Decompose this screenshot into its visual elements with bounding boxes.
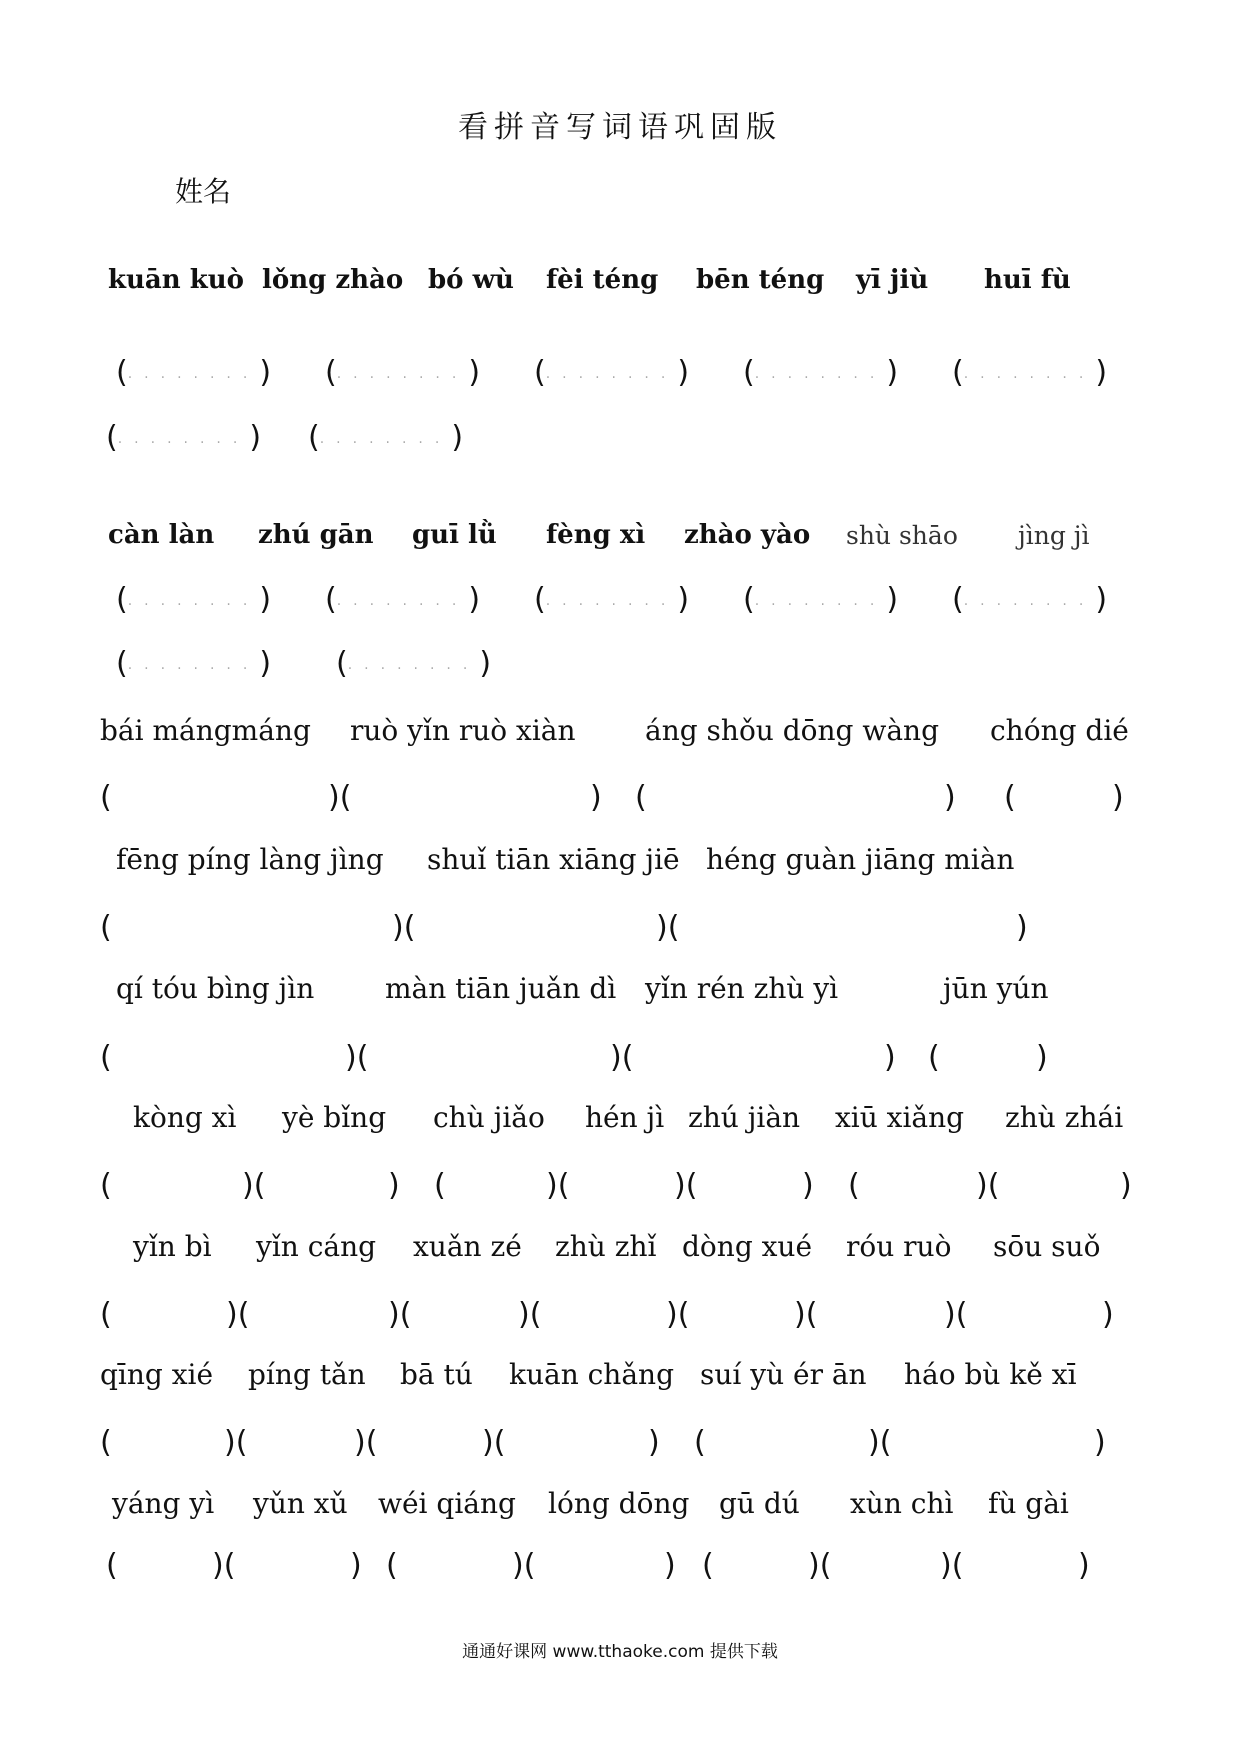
answer-blank: )(	[656, 910, 680, 945]
answer-blank: (........)	[106, 420, 262, 455]
pinyin-word: jūn yún	[943, 972, 1049, 1005]
answer-blank: (........)	[952, 355, 1108, 390]
name-label: 姓名	[175, 175, 232, 208]
answer-blank: (	[694, 1425, 706, 1460]
pinyin-word: shuǐ tiān xiāng jiē	[427, 843, 680, 876]
answer-blank: (	[100, 910, 112, 945]
answer-blank: (	[100, 1297, 112, 1332]
answer-blank: )(	[976, 1168, 1000, 1203]
pinyin-word: fèi téng	[546, 265, 659, 295]
answer-blank: (........)	[534, 355, 690, 390]
pinyin-word: bēn téng	[696, 265, 825, 295]
answer-blank: )	[590, 780, 602, 815]
pinyin-word: sōu suǒ	[993, 1230, 1101, 1263]
answer-blank: (........)	[116, 355, 272, 390]
answer-blank: (	[106, 1548, 118, 1583]
pinyin-word: fēng píng làng jìng	[116, 843, 384, 876]
answer-blank: )(	[328, 780, 352, 815]
answer-blank: )	[648, 1425, 660, 1460]
pinyin-word: xùn chì	[850, 1487, 954, 1520]
answer-blank: )(	[518, 1297, 542, 1332]
answer-blank: (	[434, 1168, 446, 1203]
answer-blank: )(	[674, 1168, 698, 1203]
pinyin-word: chóng dié	[990, 714, 1129, 747]
pinyin-word: jìng jì	[1018, 521, 1090, 550]
pinyin-word: xuǎn zé	[413, 1230, 522, 1263]
pinyin-word: zhào yào	[684, 520, 811, 550]
pinyin-word: lóng dōng	[548, 1487, 690, 1520]
answer-blank: (	[386, 1548, 398, 1583]
pinyin-word: hén jì	[585, 1101, 665, 1134]
answer-blank: )(	[242, 1168, 266, 1203]
answer-blank: (	[1004, 780, 1016, 815]
pinyin-word: yǐn cáng	[256, 1230, 377, 1263]
answer-blank: (	[848, 1168, 860, 1203]
answer-blank: )	[944, 780, 956, 815]
answer-blank: )	[350, 1548, 362, 1583]
answer-blank: (........)	[743, 582, 899, 617]
pinyin-word: yǐn bì	[133, 1230, 212, 1263]
pinyin-word: lǒng zhào	[262, 265, 404, 295]
pinyin-word: qīng xié	[100, 1358, 214, 1391]
answer-blank: )(	[666, 1297, 690, 1332]
pinyin-word: càn làn	[108, 520, 215, 550]
answer-blank: )(	[512, 1548, 536, 1583]
answer-blank: (	[100, 1425, 112, 1460]
answer-blank: )	[884, 1040, 896, 1075]
answer-blank: )	[664, 1548, 676, 1583]
answer-blank: )(	[482, 1425, 506, 1460]
pinyin-word: yè bǐng	[282, 1101, 387, 1134]
pinyin-word: ruò yǐn ruò xiàn	[350, 714, 576, 747]
pinyin-word: guī lǜ	[412, 520, 497, 550]
pinyin-word: háo bù kě xī	[904, 1358, 1077, 1391]
answer-blank: (	[635, 780, 647, 815]
answer-blank: )(	[808, 1548, 832, 1583]
pinyin-word: qí tóu bìng jìn	[116, 972, 315, 1005]
answer-blank: (	[928, 1040, 940, 1075]
pinyin-word: héng guàn jiāng miàn	[706, 843, 1015, 876]
pinyin-word: zhù zhái	[1005, 1101, 1124, 1134]
answer-blank: (........)	[534, 582, 690, 617]
answer-blank: )(	[794, 1297, 818, 1332]
pinyin-word: róu ruò	[846, 1230, 952, 1263]
pinyin-word: kòng xì	[133, 1101, 237, 1134]
pinyin-word: yǔn xǔ	[253, 1487, 348, 1520]
answer-blank: )	[802, 1168, 814, 1203]
answer-blank: )	[1036, 1040, 1048, 1075]
answer-blank: (........)	[116, 646, 272, 681]
answer-blank: (........)	[308, 420, 464, 455]
pinyin-word: píng tǎn	[248, 1358, 366, 1391]
pinyin-word: áng shǒu dōng wàng	[645, 714, 939, 747]
answer-blank: (........)	[952, 582, 1108, 617]
pinyin-word: yáng yì	[112, 1487, 215, 1520]
answer-blank: )(	[224, 1425, 248, 1460]
pinyin-word: yǐn rén zhù yì	[645, 972, 839, 1005]
page-title: 看拼音写词语巩固版	[458, 110, 782, 145]
answer-blank: )(	[944, 1297, 968, 1332]
pinyin-word: zhù zhǐ	[555, 1230, 657, 1263]
answer-blank: )	[1120, 1168, 1132, 1203]
pinyin-word: chù jiǎo	[433, 1101, 545, 1134]
answer-blank: )	[1078, 1548, 1090, 1583]
answer-blank: (	[100, 1168, 112, 1203]
pinyin-word: zhú jiàn	[688, 1101, 801, 1134]
answer-blank: )(	[546, 1168, 570, 1203]
pinyin-word: màn tiān juǎn dì	[385, 972, 617, 1005]
pinyin-word: zhú gān	[258, 520, 374, 550]
pinyin-word: bā tú	[400, 1358, 473, 1391]
answer-blank: (	[702, 1548, 714, 1583]
pinyin-word: dòng xué	[682, 1230, 813, 1263]
pinyin-word: suí yù ér ān	[700, 1358, 867, 1391]
pinyin-word: fù gài	[988, 1487, 1069, 1520]
pinyin-word: wéi qiáng	[378, 1487, 516, 1520]
answer-blank: )(	[392, 910, 416, 945]
pinyin-word: yī jiù	[856, 265, 929, 295]
answer-blank: )(	[940, 1548, 964, 1583]
answer-blank: )(	[388, 1297, 412, 1332]
pinyin-word: fèng xì	[546, 520, 646, 550]
answer-blank: )(	[212, 1548, 236, 1583]
pinyin-word: kuān chǎng	[509, 1358, 674, 1391]
answer-blank: )	[388, 1168, 400, 1203]
answer-blank: )(	[868, 1425, 892, 1460]
pinyin-word: bái mángmáng	[100, 714, 311, 747]
answer-blank: )(	[610, 1040, 634, 1075]
pinyin-word: shù shāo	[846, 521, 958, 550]
answer-blank: )	[1112, 780, 1124, 815]
pinyin-word: kuān kuò	[108, 265, 244, 295]
pinyin-word: huī fù	[984, 265, 1071, 295]
answer-blank: )	[1094, 1425, 1106, 1460]
pinyin-word: bó wù	[428, 265, 514, 295]
answer-blank: (	[100, 1040, 112, 1075]
answer-blank: (........)	[336, 646, 492, 681]
answer-blank: )(	[354, 1425, 378, 1460]
answer-blank: )(	[345, 1040, 369, 1075]
footer-text: 通通好课网 www.tthaoke.com 提供下载	[462, 1642, 778, 1662]
answer-blank: (	[100, 780, 112, 815]
answer-blank: )	[1016, 910, 1028, 945]
answer-blank: )	[1102, 1297, 1114, 1332]
answer-blank: )(	[226, 1297, 250, 1332]
answer-blank: (........)	[116, 582, 272, 617]
pinyin-word: gū dú	[719, 1487, 800, 1520]
answer-blank: (........)	[325, 582, 481, 617]
answer-blank: (........)	[325, 355, 481, 390]
answer-blank: (........)	[743, 355, 899, 390]
pinyin-word: xiū xiǎng	[835, 1101, 965, 1134]
